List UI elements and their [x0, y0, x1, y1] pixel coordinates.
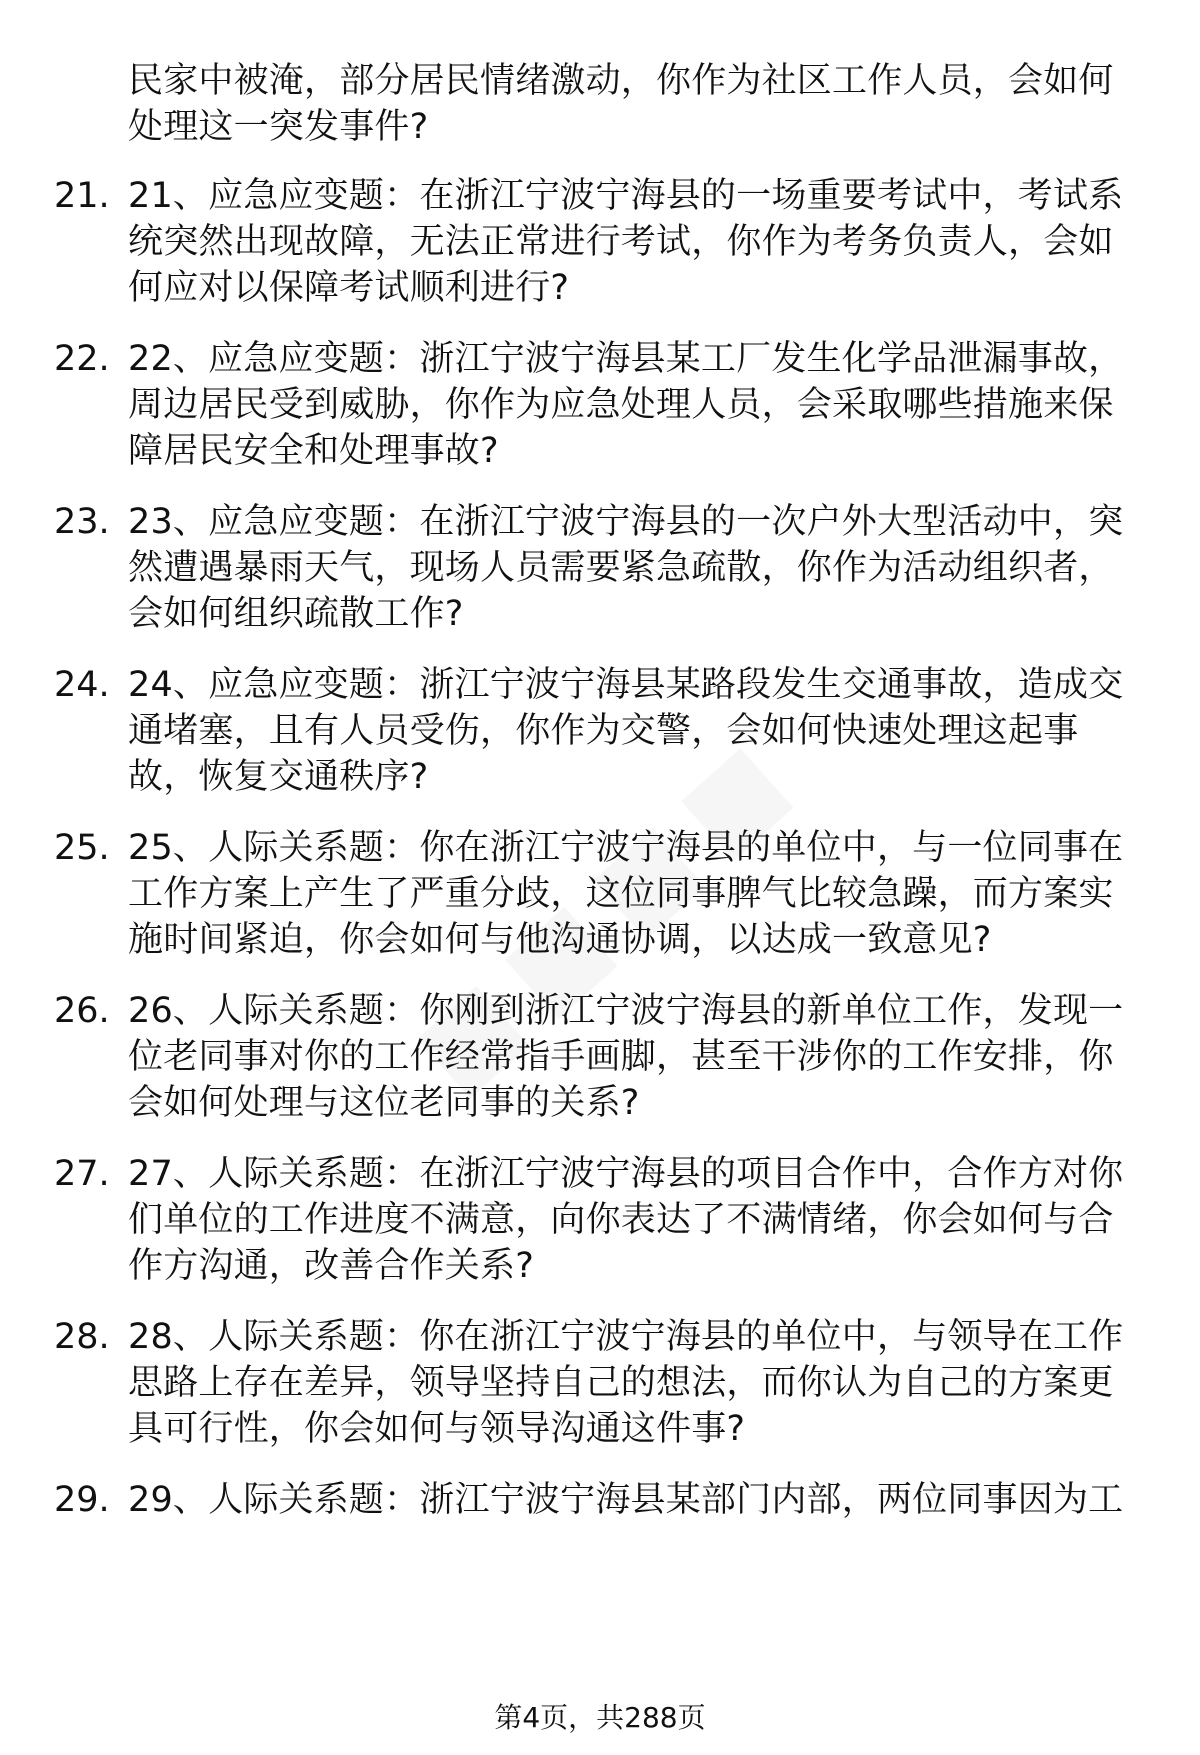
question-number: 24.	[54, 665, 110, 705]
question-text: 29、人际关系题：浙江宁波宁海县某部门内部，两位同事因为工	[128, 1480, 1124, 1520]
question-number: 29.	[54, 1480, 110, 1520]
question-number: 28.	[54, 1317, 110, 1357]
question-text: 民家中被淹，部分居民情绪激动，你作为社区工作人员，会如何处理这一突发事件?	[128, 61, 1114, 147]
question-number: 27.	[54, 1154, 110, 1194]
question-number: 26.	[54, 991, 110, 1031]
page-number-label: 第4页，共288页	[494, 1701, 706, 1734]
question-number: 23.	[54, 502, 110, 542]
question-text: 21、应急应变题：在浙江宁波宁海县的一场重要考试中，考试系统突然出现故障，无法正常进行考试，你作为考务负责人，会如何应对以保障考试顺利进行?	[128, 176, 1124, 308]
question-number: 25.	[54, 828, 110, 868]
continued-question	[128, 58, 1140, 150]
question-text: 22、应急应变题：浙江宁波宁海县某工厂发生化学品泄漏事故，周边居民受到威胁，你作为应急处理人员，会采取哪些措施来保障居民安全和处理事故?	[128, 339, 1124, 471]
page-footer	[0, 1700, 1200, 1736]
question-text: 23、应急应变题：在浙江宁波宁海县的一次户外大型活动中，突然遭遇暴雨天气，现场人员需要紧急疏散，你作为活动组织者，会如何组织疏散工作?	[128, 502, 1124, 634]
question-text: 26、人际关系题：你刚到浙江宁波宁海县的新单位工作，发现一位老同事对你的工作经常指手画脚，甚至干涉你的工作安排，你会如何处理与这位老同事的关系?	[128, 991, 1124, 1123]
question-number: 21.	[54, 176, 110, 216]
question-number: 22.	[54, 339, 110, 379]
question-text: 28、人际关系题：你在浙江宁波宁海县的单位中，与领导在工作思路上存在差异，领导坚持自己的想法，而你认为自己的方案更具可行性，你会如何与领导沟通这件事?	[128, 1317, 1124, 1449]
question-text: 24、应急应变题：浙江宁波宁海县某路段发生交通事故，造成交通堵塞，且有人员受伤，你作为交警，会如何快速处理这起事故，恢复交通秩序?	[128, 665, 1124, 797]
question-text: 25、人际关系题：你在浙江宁波宁海县的单位中，与一位同事在工作方案上产生了严重分歧，这位同事脾气比较急躁，而方案实施时间紧迫，你会如何与他沟通协调，以达成一致意见?	[128, 828, 1124, 960]
question-text: 27、人际关系题：在浙江宁波宁海县的项目合作中，合作方对你们单位的工作进度不满意，向你表达了不满情绪，你会如何与合作方沟通，改善合作关系?	[128, 1154, 1124, 1286]
